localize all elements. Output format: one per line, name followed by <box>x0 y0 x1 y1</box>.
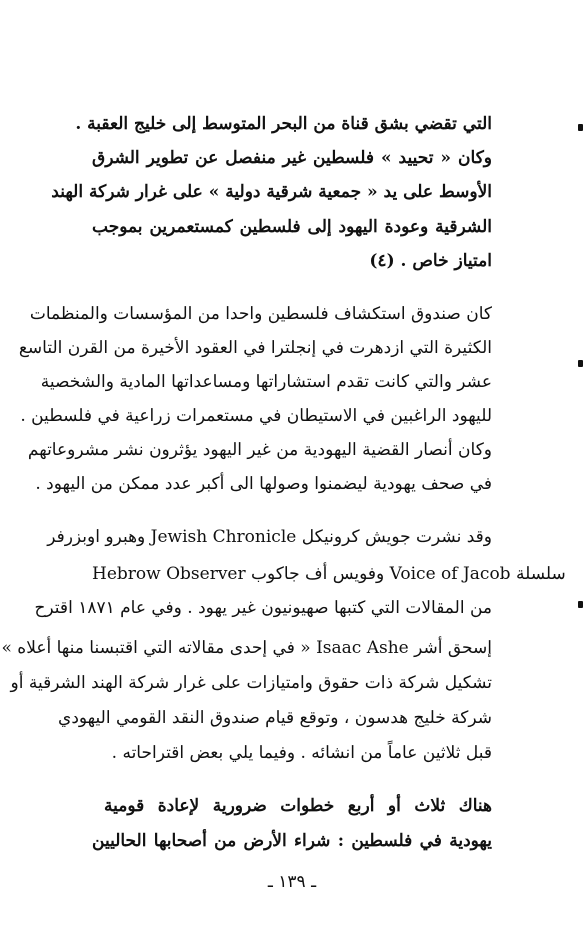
text-line: هناك ثلاث أو أربع خطوات ضرورية لإعادة قومية <box>104 796 492 816</box>
text-line: شركة خليج هدسون ، وتوقع قيام صندوق النقد القومي اليهودي <box>58 708 492 728</box>
text-line: إسحق أشر Isaac Ashe « في إحدى مقالاته التي اقتبسنا منها أعلاه » <box>1 638 492 658</box>
text-line: الأوسط على يد « جمعية شرقية دولية » على غرار شركة الهند <box>51 182 492 202</box>
text-line: الشرقية وعودة اليهود إلى فلسطين كمستعمرين بموجب <box>92 217 492 237</box>
scan-mark <box>578 124 583 131</box>
text-line: وقد نشرت جويش كرونيكل Jewish Chronicle وهبرو اوبزرفر <box>47 527 492 547</box>
text-line: Hebrow Observer وفويس أف جاكوب Voice of Jacob سلسلة <box>92 564 566 584</box>
scan-mark <box>578 360 583 367</box>
text-line: الكثيرة التي ازدهرت في إنجلترا في العقود الأخيرة من القرن التاسع <box>18 338 492 358</box>
text-line: التي تقضي بشق قناة من البحر المتوسط إلى خليج العقبة . <box>75 114 492 134</box>
scan-mark <box>578 601 583 608</box>
text-line: من المقالات التي كتبها صهيونيون غير يهود . وفي عام ١٨٧١ اقترح <box>34 598 492 618</box>
text-line: قبل ثلاثين عاماً من انشائه . وفيما يلي بعض اقتراحاته . <box>111 743 492 763</box>
page-number: ـ ١٣٩ ـ <box>267 872 317 892</box>
text-line: لليهود الراغبين في الاستيطان في مستعمرات زراعية في فلسطين . <box>20 406 492 426</box>
text-line: وكان « تحييد » فلسطين غير منفصل عن تطوير الشرق <box>92 148 492 168</box>
text-line: تشكيل شركة ذات حقوق وامتيازات على غرار شركة الهند الشرقية أو <box>10 673 492 693</box>
text-line: عشر والتي كانت تقدم استشاراتها ومساعداتها المادية والشخصية <box>40 372 492 392</box>
text-line: امتياز خاص . (٤) <box>369 251 492 271</box>
text-line: يهودية في فلسطين : شراء الأرض من أصحابها الحاليين <box>92 831 492 851</box>
text-line: كان صندوق استكشاف فلسطين واحدا من المؤسسات والمنظمات <box>29 304 492 324</box>
text-line: وكان أنصار القضية اليهودية من غير اليهود يؤثرون نشر مشروعاتهم <box>27 440 492 460</box>
text-line: في صحف يهودية ليضمنوا وصولها الى أكبر عدد ممكن من اليهود . <box>35 474 492 494</box>
